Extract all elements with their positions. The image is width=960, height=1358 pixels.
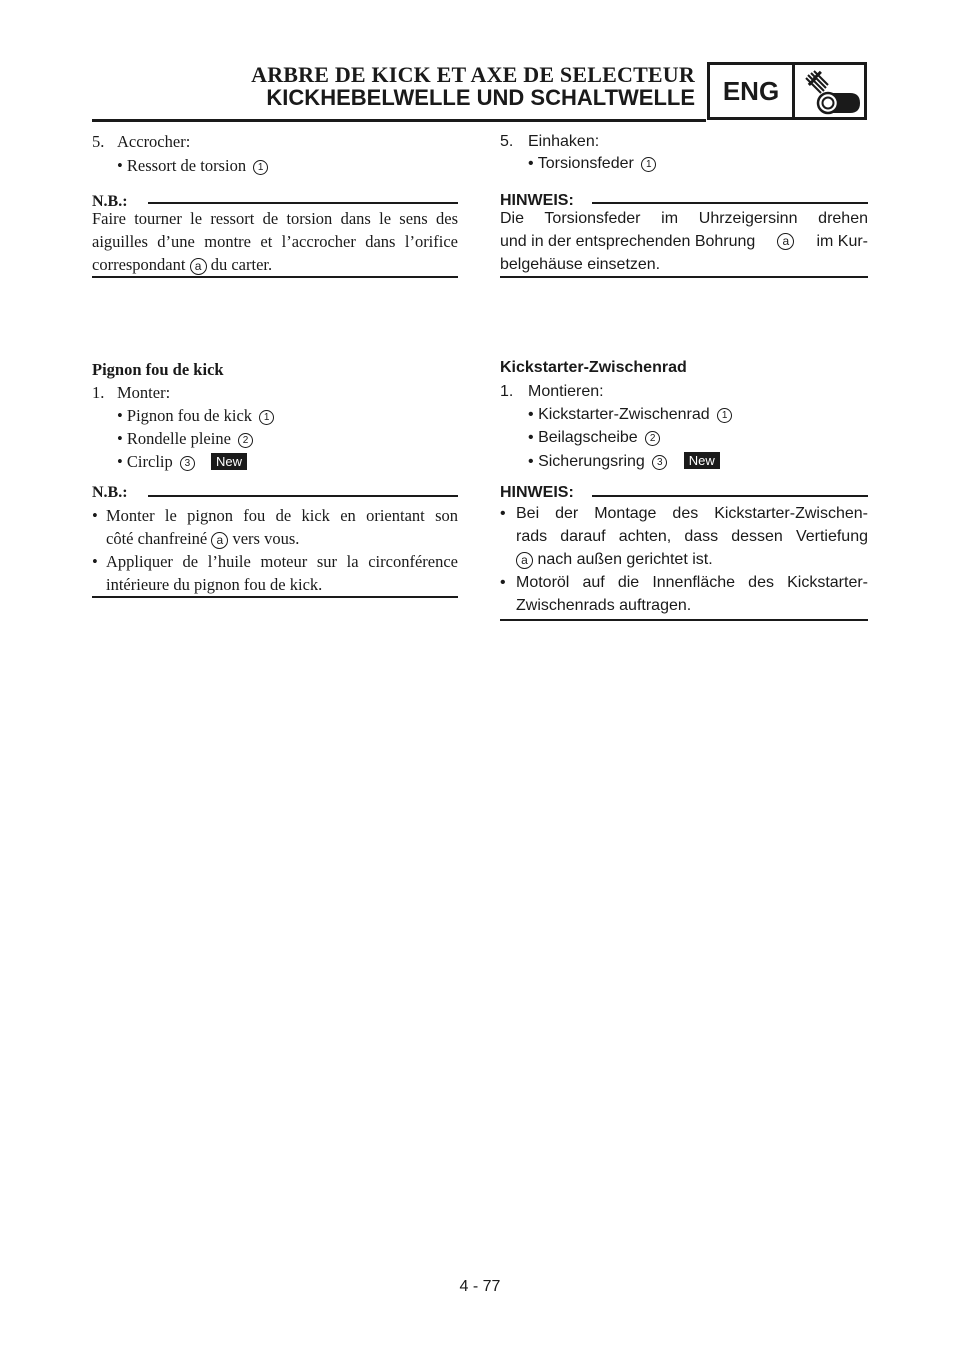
bullet: • [117,452,123,471]
note-end-rule [500,619,868,621]
fr-step5-number: 5. [92,132,105,151]
bullet: • [117,156,123,175]
item-text: Torsionsfeder [537,155,634,172]
de-step5-item [528,155,656,173]
note-bullet-1: • Monter le pignon fou de kick en orientant son côté chanfreiné a vers vous. [92,506,458,548]
ref-number: 2 [238,433,253,448]
bullet: • [528,155,534,172]
item-text: Pignon fou de kick [126,406,253,425]
fr-item-3 [117,452,247,472]
de-note1-heading: HINWEIS: [500,192,574,209]
de-item-3 [528,452,720,471]
item-text: Rondelle pleine [126,429,231,448]
ref-number: 1 [253,160,268,175]
fr-step5-label: Accrocher: [117,132,191,151]
fr-section-title: Pignon fou de kick [92,360,224,379]
fr-step1-number: 1. [92,383,105,402]
note-rule [148,202,458,204]
ref-letter: a [516,552,533,569]
section-badge-label: ENG [722,76,780,106]
de-step1-label: Montieren: [528,383,604,400]
item-text: Sicherungsring [538,453,645,470]
note-bullet-2: • Motoröl auf die Innenfläche des Kickstarter- Zwischenrads auftragen. [500,574,868,614]
note-rule [592,495,868,497]
fr-step1-label: Monter: [117,383,171,402]
de-step5-label: Einhaken: [528,133,600,150]
note-rule [592,202,868,204]
note-bullet-1: • Bei der Montage des Kickstarter-Zwischen- rads darauf achten, dass dessen Vertiefung a nach außen gerichtet ist. [500,505,868,568]
note-line: aiguilles d’une montre et l’accrocher dans l’orifice [92,232,458,251]
note-end-rule [92,596,458,598]
header-title-de: KICKHEBELWELLE UND SCHALTWELLE [266,85,695,110]
fr-note1-text [92,207,458,276]
de-step5-number: 5. [500,133,514,150]
ref-number: 1 [717,408,732,423]
item-text: Beilagscheibe [538,429,638,446]
engine-bolt-icon [798,67,866,117]
bullet: • [117,429,123,448]
note-end-rule [500,276,868,278]
bullet: • [528,429,534,446]
ref-number: 3 [652,455,667,470]
de-item-1 [528,406,732,424]
item-text: Kickstarter-Zwischenrad [538,406,710,423]
new-part-badge: New [211,453,247,470]
bullet: • [117,406,123,425]
de-note1-text: Die Torsionsfeder im Uhrzeigersinn drehen und in der entsprechenden Bohrung a im Kur- belgehäuse einsetzen. [500,210,868,273]
fr-step5-item [117,156,268,176]
note-line: correspondant a du carter. [92,255,273,274]
de-step1-number: 1. [500,383,514,400]
fr-note1-heading: N.B.: [92,193,128,210]
fr-note2-text [92,504,458,596]
de-section-title: Kickstarter-Zwischenrad [500,359,687,376]
ref-letter: a [777,233,794,250]
item-text: Circlip [126,452,173,471]
ref-letter: a [211,532,228,549]
fr-note2-heading: N.B.: [92,484,128,501]
page-number: 4 - 77 [459,1278,501,1295]
ref-number: 2 [645,431,660,446]
de-item-2 [528,429,660,447]
badge-divider [792,65,795,117]
de-note2-text [500,502,868,617]
note-bullet-2: • Appliquer de l’huile moteur sur la circonférence intérieure du pignon fou de kick. [92,552,458,594]
bullet: • [528,453,534,470]
ref-number: 3 [180,456,195,471]
fr-item-1 [117,406,274,426]
note-rule [148,495,458,497]
de-note2-heading: HINWEIS: [500,484,574,501]
note-end-rule [92,276,458,278]
header-rule [92,119,706,122]
ref-number: 1 [259,410,274,425]
header-title-fr: ARBRE DE KICK ET AXE DE SELECTEUR [251,62,695,87]
new-part-badge: New [684,452,720,469]
note-line: Faire tourner le ressort de torsion dans le sens des [92,209,458,228]
ref-letter: a [190,258,207,275]
section-badge [707,62,867,120]
bullet: • [528,406,534,423]
ref-number: 1 [641,157,656,172]
item-text: Ressort de torsion [126,156,247,175]
fr-item-2 [117,429,253,449]
